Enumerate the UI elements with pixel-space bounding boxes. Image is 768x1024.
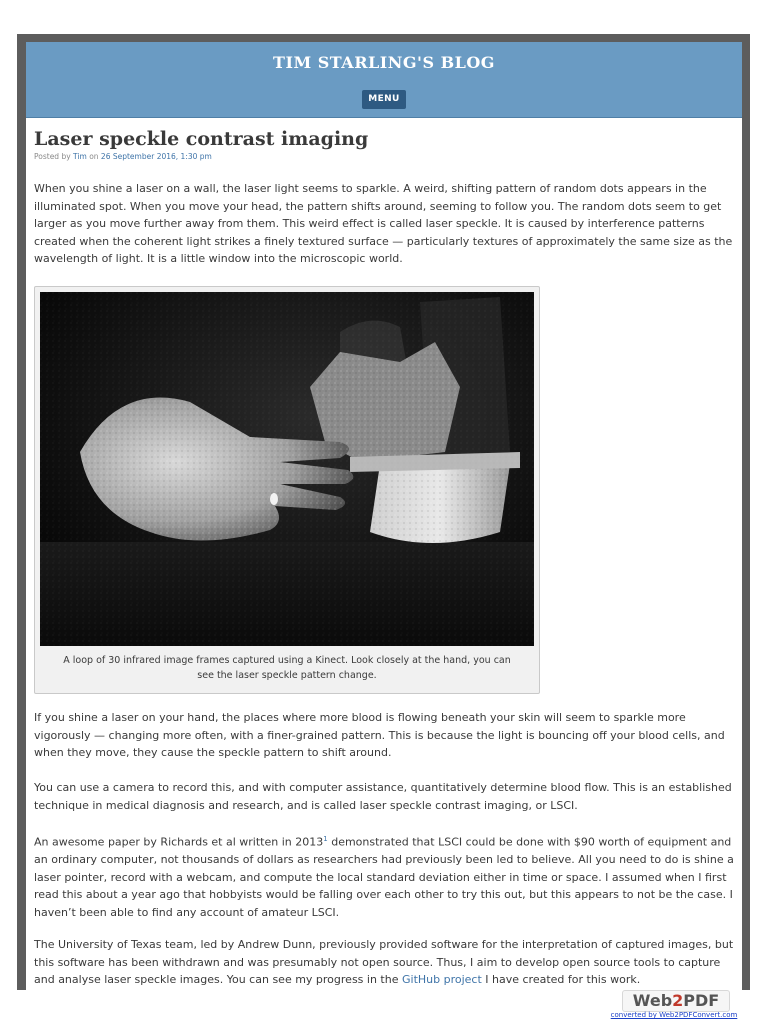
richards-text-end: demonstrated that LSCI could be done with $90 worth of equipment and an ordinary computer, not thousands of dollars as researchers had previously been led to believe. All you need to do is shine a laser pointer, record with a webcam, and compute the local standard deviation either in time or space. I assumed when I first read this about a year ago that hobbyists would be falling over each other to try this out, but this appears to not be the case. I haven’t been able to find any account of amateur LSCI. (34, 835, 734, 919)
date-link[interactable]: 26 September 2016, 1:30 pm (100, 152, 212, 161)
texas-paragraph (34, 936, 736, 989)
lsci-paragraph: You can use a camera to record this, and with computer assistance, quantitatively determine blood flow. This is an established technique in medical diagnosis and research, and is called laser speckle contrast imaging, or LSCI. (34, 781, 732, 812)
web2pdf-logo[interactable] (622, 990, 730, 1012)
richards-paragraph (34, 831, 736, 921)
intro-paragraph: When you shine a laser on a wall, the laser light seems to sparkle. A weird, shifting pattern of random dots appears in the illuminated spot. When you move your head, the pattern shifts around, seeming to follow you. The random dots seem to get larger as you move further away from them. This weird effect is called laser speckle. It is caused by interference patterns created when the coherent light strikes a finely textured surface — particularly textures of approximately the same size as the wavelength of light. It is a little window into the microscopic world. (34, 182, 733, 265)
richards-text-start: An awesome paper by Richards et al written in 2013 (34, 835, 324, 849)
post-title: Laser speckle contrast imaging (34, 128, 369, 150)
site-title[interactable]: TIM STARLING'S BLOG (273, 53, 495, 72)
footnote-link[interactable]: 1 (323, 835, 328, 843)
posted-by-label: Posted by (34, 152, 71, 161)
logo-pdf: PDF (683, 991, 720, 1010)
texas-text-end: I have created for this work. (481, 973, 641, 986)
speckle-figure (34, 286, 540, 694)
web2pdf-badge (608, 990, 740, 1020)
menu-button[interactable]: MENU (362, 90, 406, 109)
on-label: on (89, 152, 99, 161)
author-link[interactable]: Tim (73, 152, 87, 161)
figure-caption: A loop of 30 infrared image frames captured using a Kinect. Look closely at the hand, you can see the laser speckle pattern change. (63, 655, 511, 681)
blog-page (26, 42, 742, 990)
web2pdf-link[interactable]: converted by Web2PDFConvert.com (610, 1011, 738, 1019)
texas-text-start: The University of Texas team, led by Andrew Dunn, previously provided software for the interpretation of captured images, but this software has been withdrawn and was presumably not open source. Thus, I aim to develop open source tools to capture and analyse laser speckle images. You can see my progress in the (34, 938, 734, 986)
post-meta (34, 152, 212, 161)
logo-web: Web (632, 991, 673, 1010)
blood-flow-paragraph: If you shine a laser on your hand, the places where more blood is flowing beneath your skin will seem to sparkle more vigorously — changing more often, with a finer-grained pattern. This is because the light is bouncing off your blood cells, and when they move, they cause the speckle pattern to shift around. (34, 711, 725, 759)
logo-two: 2 (672, 991, 684, 1010)
github-project-link[interactable]: GitHub project (401, 973, 482, 986)
site-header (26, 42, 742, 118)
kinect-infrared-photo (40, 292, 534, 646)
